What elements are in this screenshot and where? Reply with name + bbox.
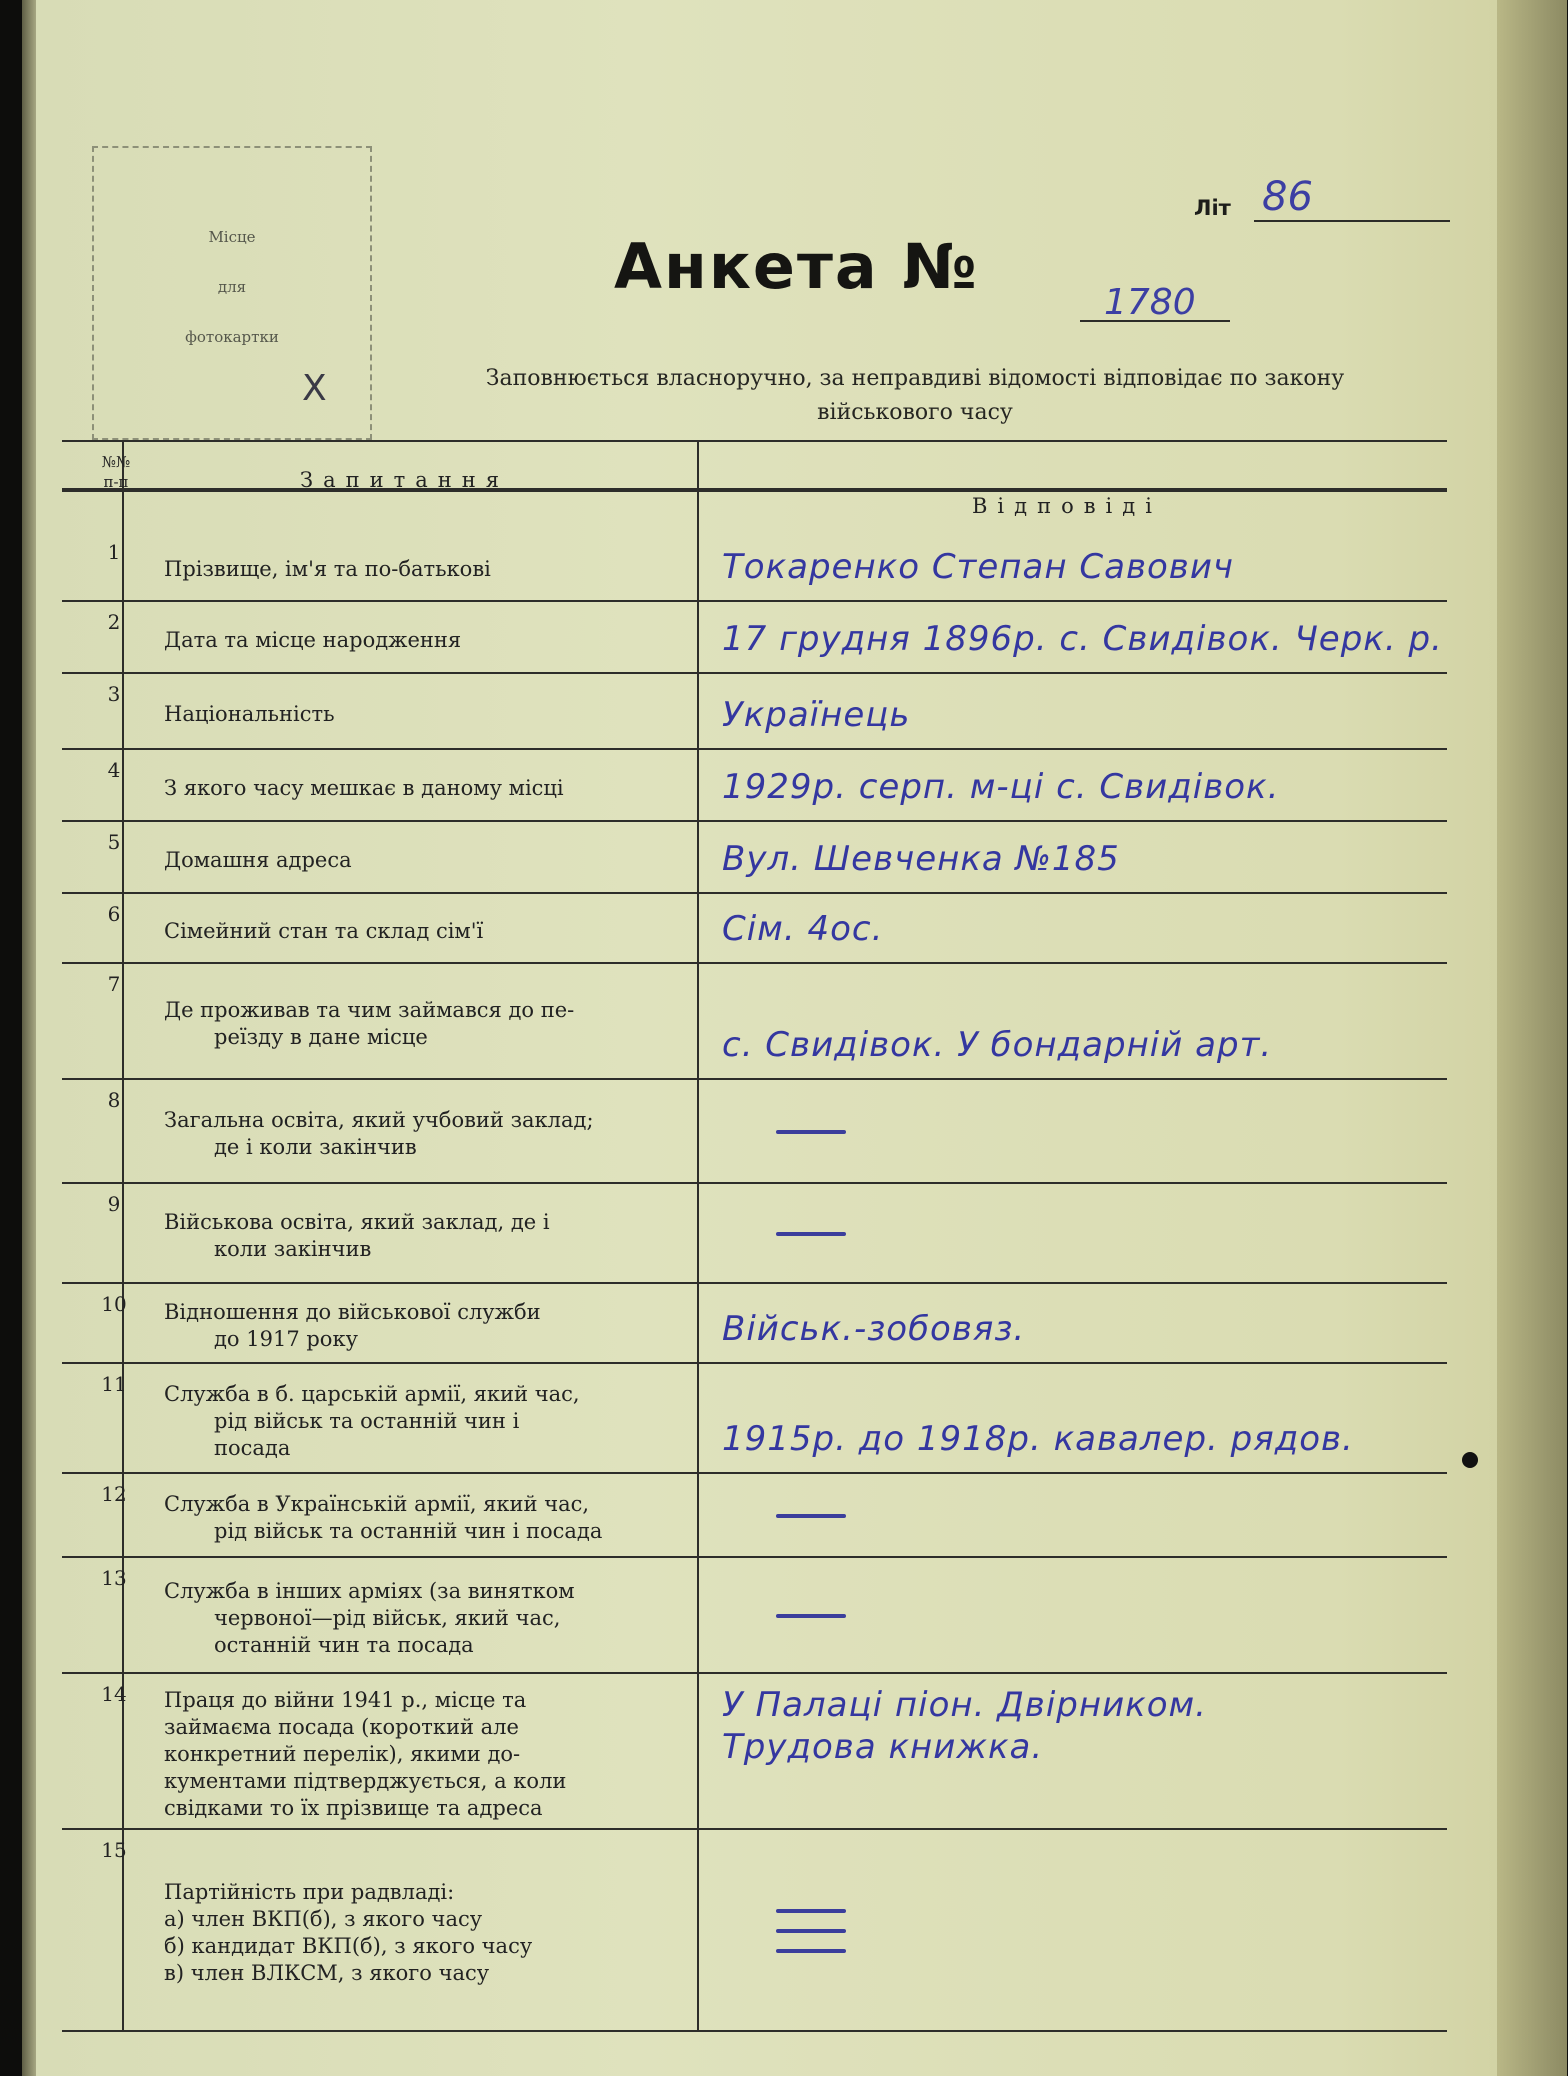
answer-line: Українець [722,695,911,735]
row-answer [722,838,1120,880]
table-header-rule [62,488,1447,492]
question-line: б) кандидат ВКП(б), з якого часу [164,1934,533,1958]
book-spine [22,0,36,2076]
question-line: кументами підтверджується, а коли [164,1768,567,1793]
row-number: 1 [107,540,121,564]
photo-placeholder [92,146,372,440]
question-line: останній чин та посада [214,1632,474,1657]
question-line: рід військ та останній чин і [214,1408,520,1433]
table-row [86,1672,1446,1828]
row-number: 15 [101,1838,127,1862]
row-question [164,1107,754,1161]
answer-line: с. Свидівок. У бондарній арт. [722,1025,1273,1065]
table-row [86,1828,1446,2030]
row-question [164,847,754,874]
question-line: Прізвище, ім'я та по-батькові [164,556,491,581]
lit-underline [1254,220,1450,222]
row-question [164,1381,754,1462]
row-number: 12 [101,1482,127,1506]
answer-dash [776,1514,846,1518]
question-line: З якого часу мешкає в даному місці [164,775,564,800]
question-line: реїзду в дане місце [214,1025,428,1049]
table-row [86,962,1446,1078]
answer-line: Військ.-зобовяз. [722,1309,1026,1349]
table-row [86,672,1446,748]
table-row [86,892,1446,962]
answer-dash [776,1614,846,1618]
table-row [86,600,1446,672]
answer-line: 1929р. серп. м-ці с. Свидівок. [722,767,1280,807]
row-question [164,775,754,802]
answer-dash [776,1130,846,1134]
table-row [86,530,1446,600]
question-line: рід військ та останній чин і посада [214,1519,603,1543]
row-number: 2 [107,610,121,634]
question-line: Військова освіта, який заклад, де і [164,1210,550,1234]
question-line: Служба в б. царській армії, який час, [164,1381,580,1406]
row-answer [722,1684,1207,1768]
answer-dash [776,1949,846,1953]
row-question [164,1578,754,1659]
answer-line: 1915р. до 1918р. кавалер. рядов. [722,1419,1354,1459]
row-question [164,701,754,728]
header-number-line-2: п-п [103,473,129,491]
row-answer [722,546,1234,588]
question-line: Сімейний стан та склад сім'ї [164,918,484,943]
lit-label: Літ [1194,196,1231,220]
header-number-line-1: №№ [101,453,131,471]
subtitle-line-2: військового часу [817,400,1013,425]
answer-line: Вул. Шевченка №185 [722,839,1120,879]
table-row [86,1556,1446,1672]
photo-mark: X [302,368,327,409]
row-question [164,627,754,654]
row-number: 9 [107,1192,121,1216]
row-answer [722,908,883,950]
question-line: а) член ВКП(б), з якого часу [164,1907,483,1931]
row-question [164,1879,754,1987]
row-answer [722,618,1443,660]
table-row [86,1282,1446,1362]
row-number: 13 [101,1566,127,1590]
form-number: 1780 [1104,282,1196,323]
row-number: 4 [107,758,121,782]
question-line: червоної—рід військ, який час, [214,1605,561,1630]
row-answer [722,1418,1354,1460]
question-line: де і коли закінчив [214,1135,417,1159]
answer-line: У Палаці піон. Двірником. [722,1685,1207,1725]
table-row [86,1078,1446,1182]
header-question: Запитання [300,468,509,492]
ink-blot [1462,1452,1478,1468]
question-line: Домашня адреса [164,847,352,872]
header-answer: Відповіді [972,494,1162,518]
form-title: Анкета № [614,230,979,303]
row-answer [722,694,910,736]
table-row [86,820,1446,892]
row-number: 5 [107,830,121,854]
answer-dash [776,1929,846,1933]
row-number: 11 [101,1372,127,1396]
table-row [86,1472,1446,1556]
photo-label-3: фотокартки [185,328,279,346]
photo-label-2: для [217,278,247,296]
row-answer [722,766,1279,808]
answer-line: Токаренко Степан Савович [722,547,1235,587]
question-line: Служба в інших арміях (за винятком [164,1578,575,1603]
page-edge [1497,0,1567,2076]
row-question [164,1299,754,1353]
form-subtitle [400,362,1430,430]
question-line: Національність [164,701,335,726]
answer-dash [776,1909,846,1913]
row-number: 6 [107,902,121,926]
answer-line: Сім. 4ос. [722,909,884,949]
question-line: Загальна освіта, який учбовий заклад; [164,1108,594,1132]
question-line: посада [214,1435,291,1460]
row-question [164,1209,754,1263]
question-line: Партійність при радвладі: [164,1880,455,1904]
answer-line: 17 грудня 1896р. с. Свидівок. Черк. р. [722,619,1443,659]
row-number: 10 [101,1292,127,1316]
table-row [86,1182,1446,1282]
form-page [22,0,1567,2076]
question-line: до 1917 року [214,1327,358,1351]
answer-dash [776,1232,846,1236]
question-line: коли закінчив [214,1237,372,1261]
question-line: в) член ВЛКСМ, з якого часу [164,1961,490,1985]
row-number: 7 [107,972,121,996]
question-line: Праця до війни 1941 р., місце та [164,1687,527,1712]
row-number: 3 [107,682,121,706]
row-answer [722,1024,1272,1066]
question-line: займаєма посада (короткий але [164,1714,519,1739]
question-line: Дата та місце народження [164,627,462,652]
row-number: 14 [101,1682,127,1706]
lit-value: 86 [1262,174,1313,220]
question-line: Де проживав та чим займався до пе- [164,998,575,1022]
row-question [164,918,754,945]
row-question [164,556,754,583]
header-number [88,452,144,492]
row-answer [722,1308,1025,1350]
answer-line: Трудова книжка. [722,1727,1044,1767]
row-question [164,997,754,1051]
question-line: Служба в Українській армії, який час, [164,1492,590,1516]
table-top-rule [62,440,1447,442]
question-line: Відношення до військової служби [164,1300,541,1324]
subtitle-line-1: Заповнюється власноручно, за неправдиві відомості відповідає по закону [485,366,1345,391]
table-row [86,748,1446,820]
question-line: свідками то їх прізвище та адреса [164,1795,543,1820]
row-question [164,1687,754,1822]
row-divider [62,2030,1447,2032]
row-question [164,1491,754,1545]
table-row [86,1362,1446,1472]
photo-label-1: Місце [208,228,256,246]
question-line: конкретний перелік), якими до- [164,1741,521,1766]
row-number: 8 [107,1088,121,1112]
